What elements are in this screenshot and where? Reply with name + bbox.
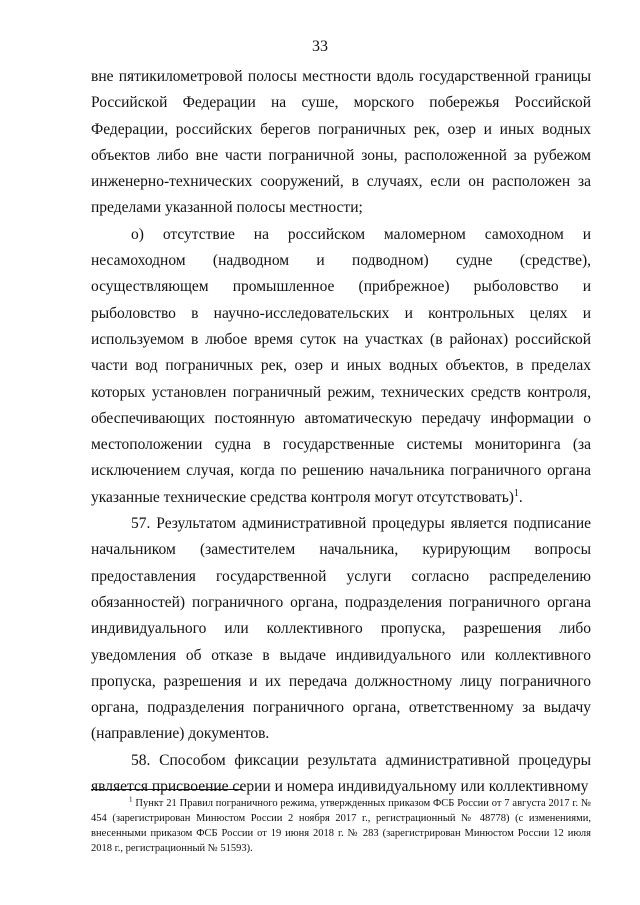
- paragraph-58: 58. Способом фиксации результата административной процедуры является присвоение серии и номера индивидуальному или коллективному: [91, 751, 591, 796]
- paragraph-item-o-tail: .: [518, 488, 523, 506]
- paragraph-continuation: вне пятикилометровой полосы местности вдоль государственной границы Российской Федерации на суше, морского побережья Российской Федерации, российских берегов пограничных рек, озер и иных водных объектов либо вне части пограничной зоны, расположенной за рубежом инженерно-технических сооружений, в случаях, если он расположен за пределами указанной полосы местности;: [91, 68, 591, 217]
- page-number: 33: [312, 38, 328, 55]
- footnote-divider: [91, 789, 243, 790]
- paragraph-item-o-text: о) отсутствие на российском маломерном самоходном и несамоходном (надводном и подводном) судне (средстве), осуществляющем промышленное (прибрежное) рыболовство и рыболовство в научно-исследовательских и контрольных целях и используемом в любое время суток на участках (в районах) российской части вод пограничных рек, озер и иных водных объектов, в пределах которых установлен пограничный режим, технических средств контроля, обеспечивающих постоянную автоматическую передачу информации о местоположении судна в государственные системы мониторинга (за исключением случая, когда по решению начальника пограничного органа указанные технические средства контроля могут отсутствовать): [91, 225, 591, 506]
- document-body: [91, 64, 591, 800]
- paragraph-item-o: [91, 222, 591, 511]
- footnote-marker: 1: [129, 795, 133, 804]
- paragraph-57: 57. Результатом административной процедуры является подписание начальником (заместителем начальника, курирующим вопросы предоставления государственной услуги согласно распределению обязанностей) пограничного органа, подразделения пограничного органа индивидуального или коллективного пропуска, разрешения либо уведомления об отказе в выдаче индивидуального или коллективного пропуска, разрешения и их передача должностному лицу пограничного органа, подразделения пограничного органа, ответственному за выдачу (направление) документов.: [91, 515, 591, 743]
- footnote-1: [91, 796, 591, 856]
- footnote-text: Пункт 21 Правил пограничного режима, утвержденных приказом ФСБ России от 7 августа 2017 г. № 454 (зарегистрирован Минюстом России 2 ноября 2017 г., регистрационный № 48778) (с изменениями, внесенными приказом ФСБ России от 19 июня 2018 г. № 283 (зарегистрирован Минюстом России 12 июля 2018 г., регистрационный № 51593).: [91, 798, 591, 854]
- footnote-reference: 1: [513, 487, 519, 499]
- footnotes: [91, 796, 591, 856]
